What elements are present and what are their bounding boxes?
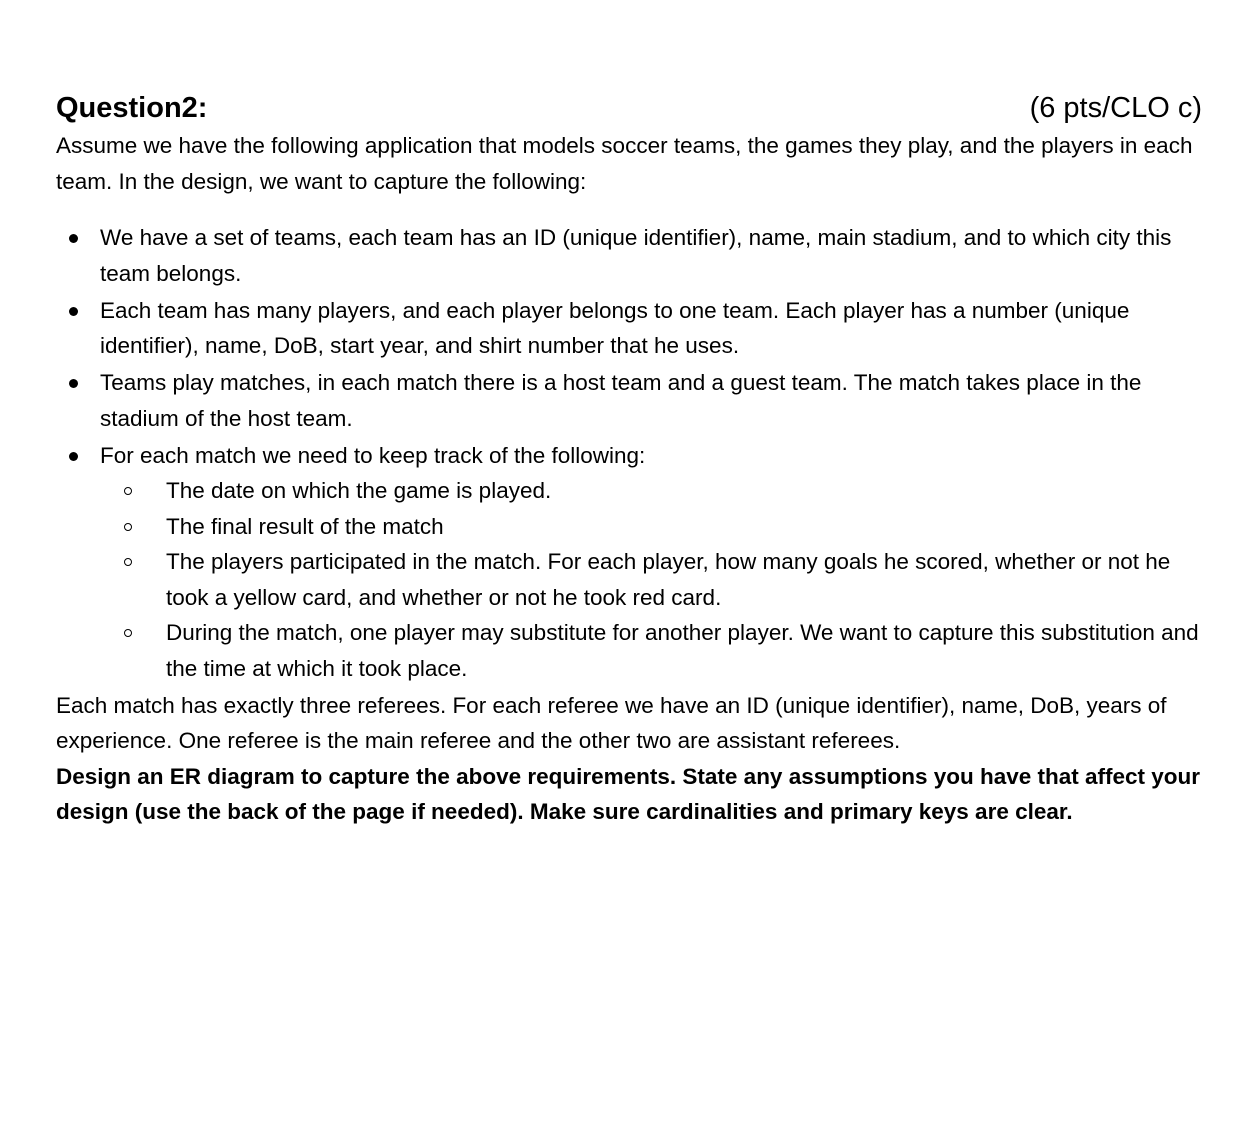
bullet-dot-icon bbox=[69, 307, 78, 316]
intro-paragraph: Assume we have the following application that models soccer teams, the games they play, and the players in each team. In the design, we want to capture the following: bbox=[56, 133, 1193, 194]
bullet-dot-icon bbox=[69, 379, 78, 388]
requirements-list bbox=[56, 220, 1202, 686]
sub-requirement-item bbox=[100, 509, 1202, 545]
hollow-circle-bullet-icon bbox=[124, 629, 132, 637]
sub-requirement-item bbox=[100, 473, 1202, 509]
requirement-item bbox=[56, 365, 1202, 436]
requirement-text: For each match we need to keep track of the following: bbox=[100, 442, 646, 468]
requirement-item bbox=[56, 438, 1202, 687]
sub-requirement-text: The final result of the match bbox=[166, 513, 444, 539]
question-title: Question2: bbox=[56, 92, 208, 124]
question-header bbox=[56, 88, 1202, 128]
hollow-circle-bullet-icon bbox=[124, 487, 132, 495]
hollow-circle-bullet-icon bbox=[124, 523, 132, 531]
match-tracking-list bbox=[100, 473, 1202, 686]
bullet-dot-icon bbox=[69, 234, 78, 243]
sub-requirement-text: The players participated in the match. For each player, how many goals he scored, whether or not he took a yellow card, and whether or not he took red card. bbox=[166, 549, 1171, 610]
requirement-text: Teams play matches, in each match there is a host team and a guest team. The match takes place in the stadium of the host team. bbox=[100, 370, 1142, 431]
sub-requirement-item bbox=[100, 544, 1202, 615]
question-page bbox=[56, 88, 1202, 830]
requirement-item bbox=[56, 220, 1202, 291]
question-points: (6 pts/CLO c) bbox=[1029, 92, 1202, 124]
requirement-text: Each team has many players, and each player belongs to one team. Each player has a number (unique identifier), name, DoB, start year, and shirt number that he uses. bbox=[100, 297, 1130, 358]
requirement-item bbox=[56, 293, 1202, 364]
sub-requirement-item bbox=[100, 615, 1202, 686]
instruction-paragraph: Design an ER diagram to capture the above requirements. State any assumptions you have that affect your design (use the back of the page if needed). Make sure cardinalities and primary keys are clear. bbox=[56, 763, 1201, 824]
sub-requirement-text: During the match, one player may substitute for another player. We want to capture this substitution and the time at which it took place. bbox=[166, 620, 1199, 681]
hollow-circle-bullet-icon bbox=[124, 558, 132, 566]
bullet-dot-icon bbox=[69, 452, 78, 461]
referees-paragraph: Each match has exactly three referees. For each referee we have an ID (unique identifier), name, DoB, years of experience. One referee is the main referee and the other two are assistant referees. bbox=[56, 692, 1167, 753]
sub-requirement-text: The date on which the game is played. bbox=[166, 478, 552, 503]
requirement-text: We have a set of teams, each team has an ID (unique identifier), name, main stadium, and to which city this team belongs. bbox=[100, 225, 1172, 286]
